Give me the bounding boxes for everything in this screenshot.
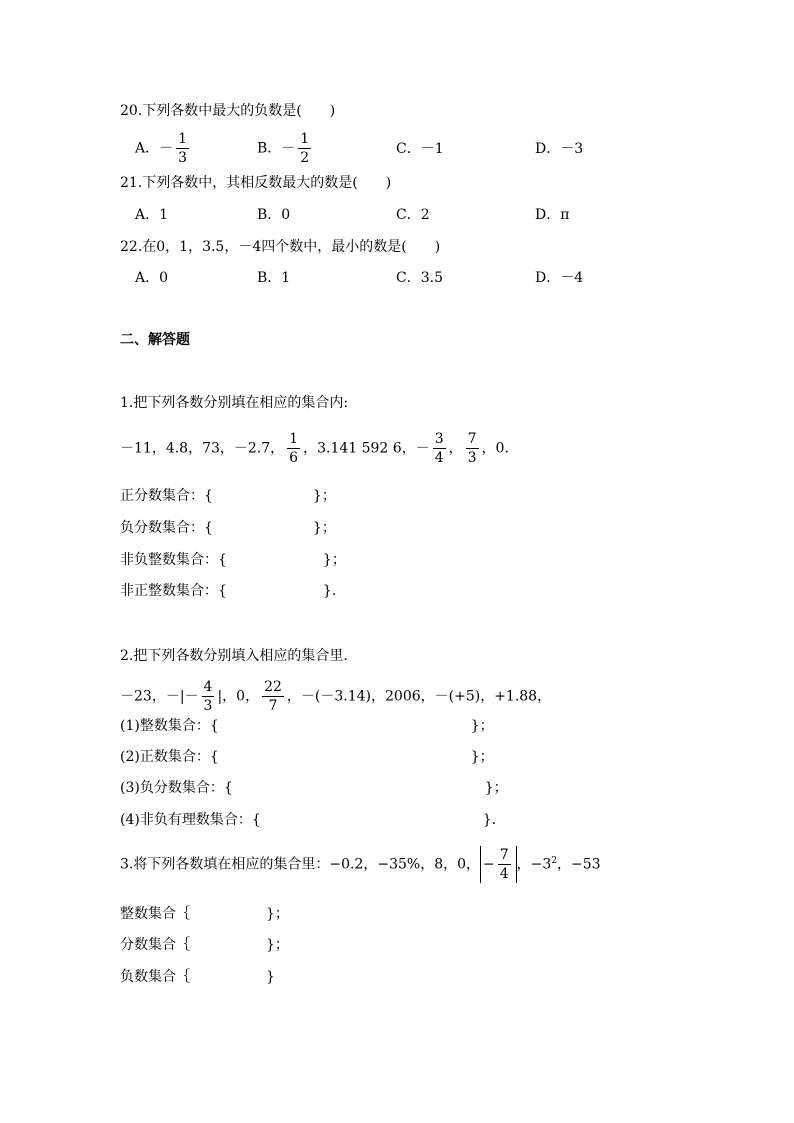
q21-option-d: D．π: [535, 207, 570, 223]
denominator: 4: [434, 450, 444, 466]
denominator: 3: [203, 698, 213, 714]
numerator: 1: [300, 131, 310, 147]
option-label: A．: [135, 140, 160, 157]
q22-option-a: A．0: [135, 270, 169, 286]
question-21-stem: 21.下列各数中，其相反数最大的数是( ): [120, 175, 392, 191]
set-label: (1)整数集合：{: [120, 718, 219, 734]
denominator: 4: [499, 866, 509, 882]
numerator: 7: [499, 847, 509, 863]
denominator: 2: [300, 150, 310, 166]
number-list: －23，－|－: [120, 688, 199, 705]
p3-set-fraction: [120, 935, 289, 955]
q22-option-d: D．－4: [535, 270, 584, 286]
set-label: 负分数集合：{: [120, 520, 213, 536]
q22-option-c: C．3.5: [396, 270, 443, 286]
fraction: [262, 678, 284, 715]
fraction: [176, 130, 189, 167]
set-end: }；: [322, 552, 346, 568]
set-end: }；: [484, 780, 508, 796]
p1-set-positive-fraction: [120, 486, 336, 506]
fraction: [298, 130, 311, 167]
q21-option-b: B．0: [257, 207, 291, 223]
fraction: [202, 678, 215, 715]
denominator: 3: [467, 450, 477, 466]
set-end: }；: [312, 520, 336, 536]
number-list: ，3.141 592 6，－: [303, 440, 430, 457]
numerator: 3: [434, 431, 444, 447]
problem-2-numbers: [120, 678, 551, 715]
set-label: 负数集合｛: [120, 969, 190, 985]
p1-set-negative-fraction: [120, 518, 336, 538]
q20-option-a: [135, 130, 192, 167]
set-end: }: [266, 969, 275, 985]
set-label: (3)负分数集合：{: [120, 780, 233, 796]
set-end: }；: [470, 749, 494, 765]
fraction: [466, 430, 479, 467]
p2-set-integer: [120, 716, 494, 736]
set-end: }；: [266, 906, 289, 922]
problem-2-stem: 2.把下列各数分别填入相应的集合里.: [120, 648, 348, 664]
p2-set-nonneg-rational: [120, 810, 496, 830]
number-list: |，0，: [217, 688, 260, 705]
minus-sign: −: [483, 856, 495, 873]
numerator: 7: [467, 431, 477, 447]
numerator: 1: [178, 131, 188, 147]
p1-set-nonpos-integer: [120, 581, 336, 601]
set-label: 正分数集合：{: [120, 488, 213, 504]
set-end: }.: [482, 812, 497, 828]
set-label: 非负整数集合：{: [120, 552, 227, 568]
p2-set-negative-fraction: [120, 778, 508, 798]
p3-set-negative: [120, 967, 275, 987]
q20-option-c: C．－1: [396, 141, 444, 157]
absolute-value: [480, 846, 517, 883]
q20-option-d: D．－3: [535, 141, 584, 157]
exponent: 2: [551, 855, 558, 866]
numerator: 1: [289, 431, 299, 447]
set-end: }；: [312, 488, 336, 504]
numerator: 4: [203, 679, 213, 695]
number-list: ，−3: [516, 856, 552, 873]
q21-option-a: A．1: [135, 207, 169, 223]
fraction: [433, 430, 446, 467]
set-label: 分数集合｛: [120, 937, 190, 953]
section-title: 二、解答题: [120, 332, 190, 348]
set-label: 非正整数集合：{: [120, 583, 227, 599]
p1-set-nonneg-integer: [120, 550, 346, 570]
question-20-stem: 20.下列各数中最大的负数是( ): [120, 103, 336, 119]
number-list: ，－(－3.14)，2006，－(+5)，+1.88，: [286, 688, 552, 705]
number-list: ，−53: [557, 856, 601, 873]
denominator: 7: [268, 698, 278, 714]
numerator: 22: [264, 679, 282, 695]
number-list: －11，4.8，73，－2.7，: [120, 440, 285, 457]
set-end: }；: [470, 718, 494, 734]
set-end: }.: [322, 583, 337, 599]
set-label: (4)非负有理数集合：{: [120, 812, 261, 828]
minus-sign: －: [159, 140, 174, 157]
question-22-stem: 22.在0，1，3.5，－4四个数中，最小的数是( ): [120, 239, 441, 255]
option-label: B．: [257, 140, 282, 157]
p2-set-positive: [120, 747, 494, 767]
p3-set-integer: [120, 904, 289, 924]
q22-option-b: B．1: [257, 270, 291, 286]
problem-3-text: 3.将下列各数填在相应的集合里：−0.2，−35%，8，0，: [120, 856, 481, 873]
denominator: 3: [178, 150, 188, 166]
number-list: ，0.: [481, 440, 509, 457]
fraction: [498, 846, 511, 883]
number-list: ，: [448, 440, 463, 457]
set-label: 整数集合｛: [120, 906, 190, 922]
minus-sign: －: [281, 140, 296, 157]
problem-1-numbers: [120, 430, 509, 467]
denominator: 6: [289, 450, 299, 466]
set-label: (2)正数集合：{: [120, 749, 219, 765]
set-end: }；: [266, 937, 289, 953]
problem-3-stem: [120, 846, 601, 883]
problem-1-stem: 1.把下列各数分别填在相应的集合内:: [120, 395, 349, 411]
q20-option-b: [257, 130, 314, 167]
fraction: [287, 430, 300, 467]
q21-option-c: C．2: [396, 207, 430, 223]
